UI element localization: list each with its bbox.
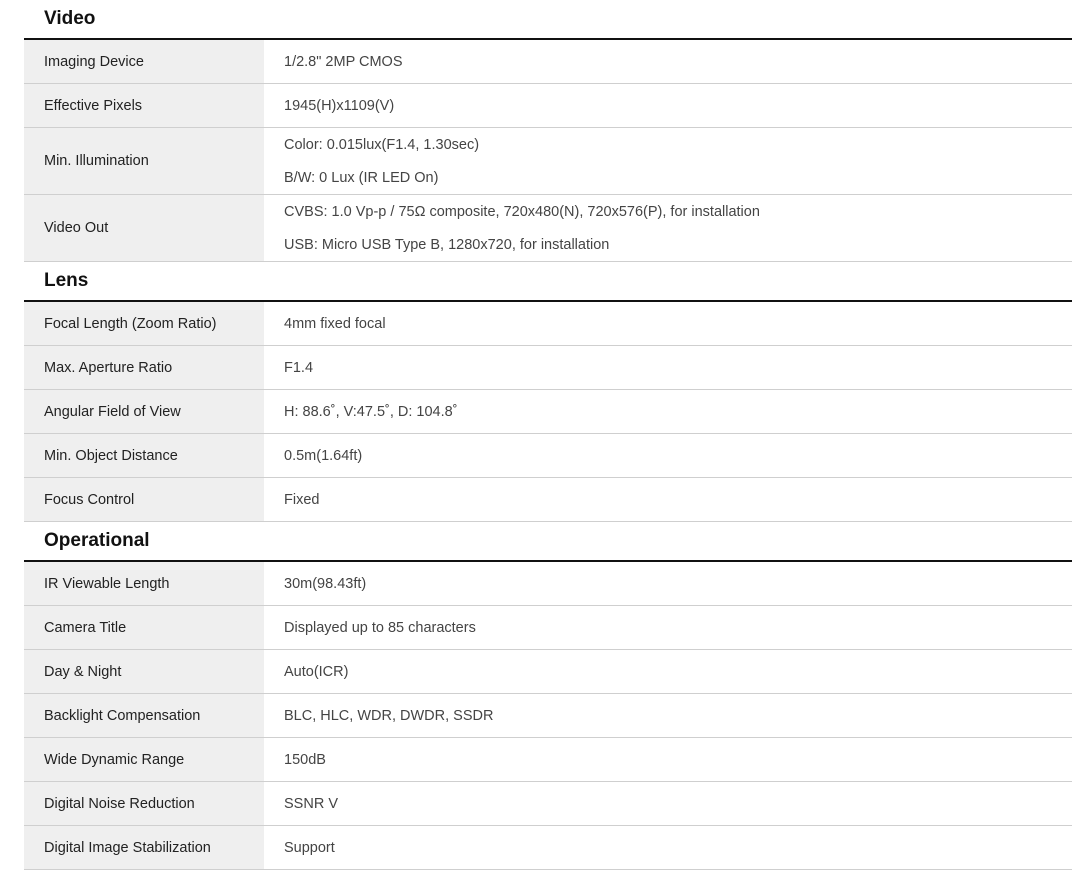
spec-row-min-object-distance [24,434,1072,478]
spec-value [264,650,1072,693]
spec-row-day-night [24,650,1072,694]
spec-label: Focal Length (Zoom Ratio) [24,302,264,345]
spec-row-digital-noise-reduction [24,782,1072,826]
spec-label: Digital Noise Reduction [24,782,264,825]
spec-label: IR Viewable Length [24,562,264,605]
spec-value-line: SSNR V [284,795,338,812]
spec-row-focus-control [24,478,1072,522]
spec-label: Min. Object Distance [24,434,264,477]
spec-row-backlight-compensation [24,694,1072,738]
spec-value [264,478,1072,521]
spec-value [264,302,1072,345]
spec-row-min-illumination [24,128,1072,195]
spec-label: Angular Field of View [24,390,264,433]
spec-value-line: CVBS: 1.0 Vp-p / 75Ω composite, 720x480(N), 720x576(P), for installation [284,203,760,220]
spec-label: Day & Night [24,650,264,693]
spec-row-focal-length-zoom-ratio [24,302,1072,346]
spec-row-ir-viewable-length [24,562,1072,606]
spec-row-wide-dynamic-range [24,738,1072,782]
spec-value [264,738,1072,781]
spec-label: Focus Control [24,478,264,521]
spec-value [264,346,1072,389]
spec-value-line: H: 88.6˚, V:47.5˚, D: 104.8˚ [284,403,458,420]
spec-value-line: F1.4 [284,359,314,376]
spec-label: Camera Title [24,606,264,649]
spec-label: Backlight Compensation [24,694,264,737]
spec-value-line: 1/2.8" 2MP CMOS [284,53,403,70]
section-title-video: Video [24,0,1072,40]
spec-label: Effective Pixels [24,84,264,127]
spec-label: Imaging Device [24,40,264,83]
spec-value [264,390,1072,433]
spec-row-imaging-device [24,40,1072,84]
spec-value-line: 4mm fixed focal [284,315,386,332]
spec-value-line: 0.5m(1.64ft) [284,447,363,464]
spec-value-line: 30m(98.43ft) [284,575,367,592]
spec-value-line: USB: Micro USB Type B, 1280x720, for installation [284,236,610,253]
spec-value [264,128,1072,194]
spec-label: Video Out [24,195,264,261]
spec-value-line: 150dB [284,751,326,768]
spec-value [264,782,1072,825]
spec-value-line: Fixed [284,491,320,508]
spec-label: Wide Dynamic Range [24,738,264,781]
spec-value [264,606,1072,649]
spec-value-line: Support [284,839,335,856]
section-title-lens: Lens [24,262,1072,302]
spec-value [264,826,1072,869]
spec-label: Min. Illumination [24,128,264,194]
spec-value-line: 1945(H)x1109(V) [284,97,395,114]
spec-value [264,434,1072,477]
spec-row-digital-image-stabilization [24,826,1072,870]
spec-value [264,694,1072,737]
spec-label: Max. Aperture Ratio [24,346,264,389]
spec-value [264,40,1072,83]
spec-value [264,84,1072,127]
spec-row-max-aperture-ratio [24,346,1072,390]
spec-value-line: Auto(ICR) [284,663,349,680]
spec-row-camera-title [24,606,1072,650]
spec-value-line: Displayed up to 85 characters [284,619,476,636]
spec-value [264,562,1072,605]
spec-value [264,195,1072,261]
spec-row-video-out [24,195,1072,262]
spec-label: Digital Image Stabilization [24,826,264,869]
spec-row-effective-pixels [24,84,1072,128]
spec-value-line: BLC, HLC, WDR, DWDR, SSDR [284,707,494,724]
spec-row-angular-field-of-view [24,390,1072,434]
spec-value-line: B/W: 0 Lux (IR LED On) [284,169,439,186]
spec-value-line: Color: 0.015lux(F1.4, 1.30sec) [284,136,480,153]
section-title-operational: Operational [24,522,1072,562]
